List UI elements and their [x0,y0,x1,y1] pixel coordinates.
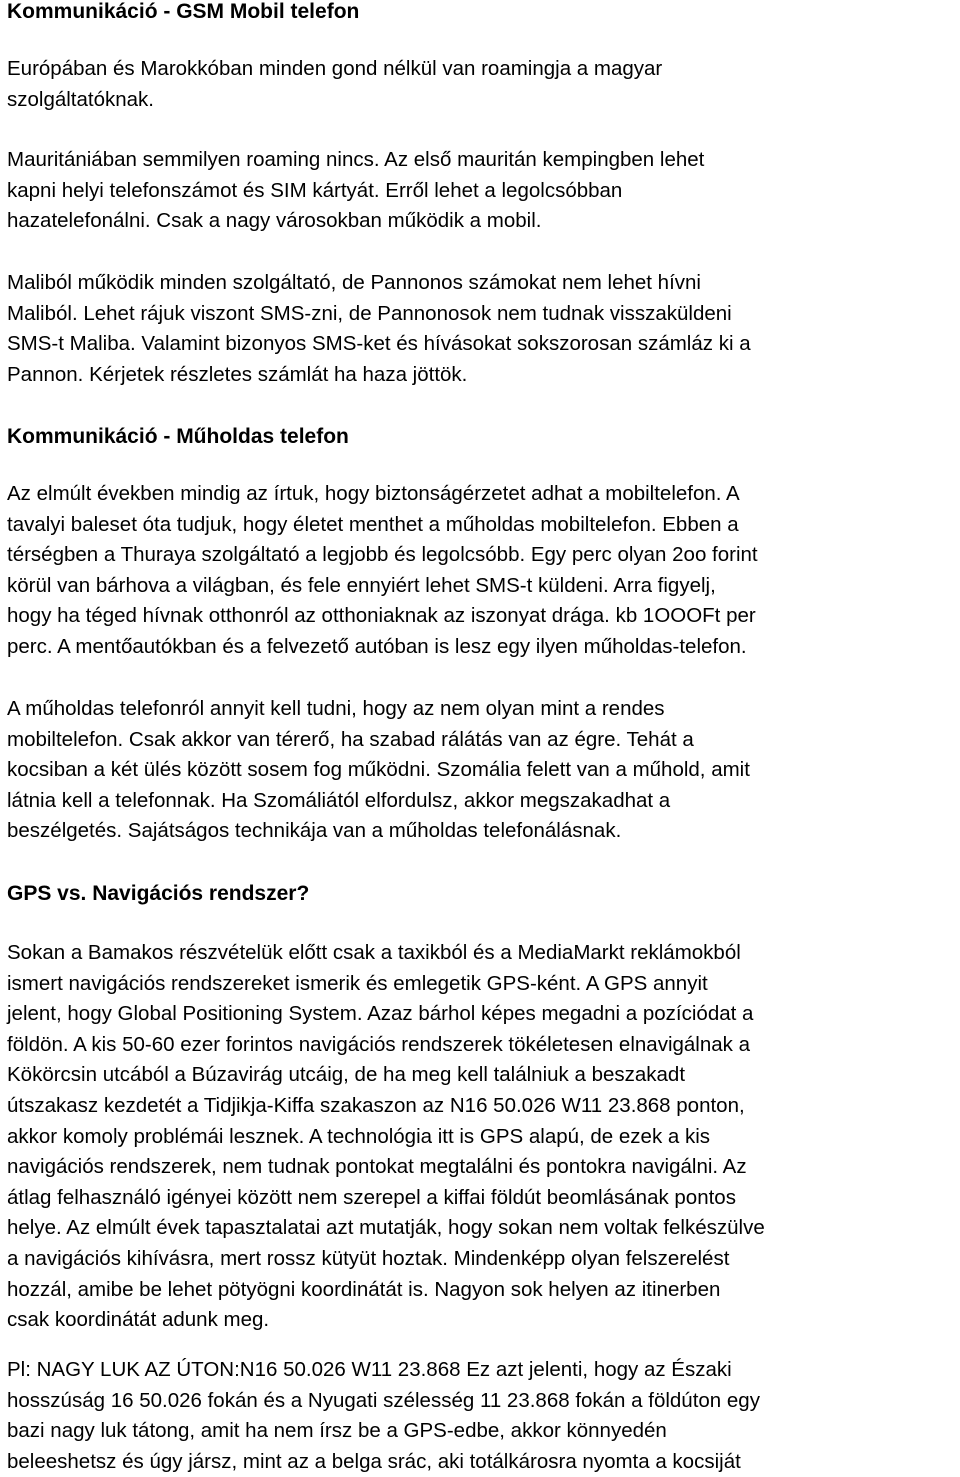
text-line: térségben a Thuraya szolgáltató a legjobb és legolcsóbb. Egy perc olyan 2oo forint [7,543,758,567]
paragraph-coordinate-example [7,1355,760,1477]
text-line: bazi nagy luk tátong, amit ha nem írsz be a GPS-edbe, akkor könnyedén [7,1419,667,1443]
text-line: SMS-t Maliba. Valamint bizonyos SMS-ket és hívásokat sokszorosan számláz ki a [7,332,751,356]
text-line: körül van bárhova a világban, és fele ennyiért lehet SMS-t küldeni. Arra figyelj, [7,573,716,597]
text-line: látnia kell a telefonnak. Ha Szomáliától elfordulsz, akkor megszakadhat a [7,788,671,812]
text-line: navigációs rendszerek, nem tudnak pontokat megtalálni és pontokra navigálni. Az [7,1155,747,1179]
text-line: földön. A kis 50-60 ezer forintos navigációs rendszerek tökéletesen elnavigálnak a [7,1032,751,1056]
text-line: Európában és Marokkóban minden gond nélkül van roamingja a magyar [7,57,663,80]
text-line: kocsiban a két ülés között sosem fog működni. Szomália felett van a műhold, amit [7,758,750,782]
text-line: Az elmúlt években mindig az írtuk, hogy biztonságérzetet adhat a mobiltelefon. A [7,482,740,505]
text-line: A műholdas telefonról annyit kell tudni, hogy az nem olyan mint a rendes [7,697,665,720]
text-line: útszakasz kezdetét a Tidjikja-Kiffa szakaszon az N16 50.026 W11 23.868 ponton, [7,1093,745,1117]
text-line: hazatelefonálni. Csak a nagy városokban működik a mobil. [7,209,542,233]
text-line: Maliból működik minden szolgáltató, de Pannonos számokat nem lehet hívni [7,271,701,294]
heading-gps: GPS vs. Navigációs rendszer? [7,882,310,905]
text-line: helye. Az elmúlt évek tapasztalatai azt mutatják, hogy sokan nem voltak felkészülve [7,1216,765,1240]
paragraph-satellite-safety [7,479,758,663]
text-line: Pannon. Kérjetek részletes számlát ha haza jöttök. [7,362,468,386]
text-line: Mauritániában semmilyen roaming nincs. Az első mauritán kempingben lehet [7,148,705,171]
text-line: Sokan a Bamakos részvételük előtt csak a taxikból és a MediaMarkt reklámokból [7,941,741,964]
text-line: a navigációs kihívásra, mert rossz kütyüt hoztak. Mindenképp olyan felszerelést [7,1246,730,1270]
text-line: csak koordinátát adunk meg. [7,1308,270,1332]
paragraph-mali [7,268,751,390]
text-line: szolgáltatóknak. [7,87,155,111]
text-line: kapni helyi telefonszámot és SIM kártyát. Erről lehet a legolcsóbban [7,178,623,202]
text-line: hosszúság 16 50.026 fokán és a Nyugati szélesség 11 23.868 fokán a földúton egy [7,1388,760,1412]
heading-gsm: Kommunikáció - GSM Mobil telefon [7,0,360,23]
text-line: beleeshetsz és úgy jársz, mint az a belga srác, aki totálkárosra nyomta a kocsiját [7,1449,741,1473]
text-line: átlag felhasználó igényei között nem szerepel a kiffai földút beomlásának pontos [7,1185,736,1209]
text-line: jelent, hogy Global Positioning System. Azaz bárhol képes megadni a pozíciódat a [7,1002,754,1026]
paragraph-roaming-europe [7,54,662,115]
text-line: perc. A mentőautókban és a felvezető autóban is lesz egy ilyen műholdas-telefon. [7,634,747,658]
text-line: Maliból. Lehet rájuk viszont SMS-zni, de Pannonosok nem tudnak visszaküldeni [7,301,732,325]
text-line: tavalyi baleset óta tudjuk, hogy életet menthet a műholdas mobiltelefon. Ebben a [7,512,739,536]
paragraph-gps-navigation [7,938,765,1336]
heading-satellite-phone: Kommunikáció - Műholdas telefon [7,425,349,448]
text-line: mobiltelefon. Csak akkor van térerő, ha szabad rálátás van az égre. Tehát a [7,727,694,751]
paragraph-mauritania [7,145,704,237]
paragraph-satellite-usage [7,694,750,847]
text-line: beszélgetés. Sajátságos technikája van a műholdas telefonálásnak. [7,819,622,843]
text-line: akkor komoly problémái lesznek. A technológia itt is GPS alapú, de ezek a kis [7,1124,711,1148]
text-line: Pl: NAGY LUK AZ ÚTON:N16 50.026 W11 23.868 Ez azt jelenti, hogy az Északi [7,1358,732,1381]
text-line: hogy ha téged hívnak otthonról az otthoniaknak az iszonyat drága. kb 1OOOFt per [7,604,756,628]
text-line: hozzál, amibe be lehet pötyögni koordinátát is. Nagyon sok helyen az itinerben [7,1277,721,1301]
text-line: Kökörcsin utcából a Búzavirág utcáig, de ha meg kell találniuk a beszakadt [7,1063,686,1087]
text-line: ismert navigációs rendszereket ismerik és emlegetik GPS-ként. A GPS annyit [7,971,708,995]
